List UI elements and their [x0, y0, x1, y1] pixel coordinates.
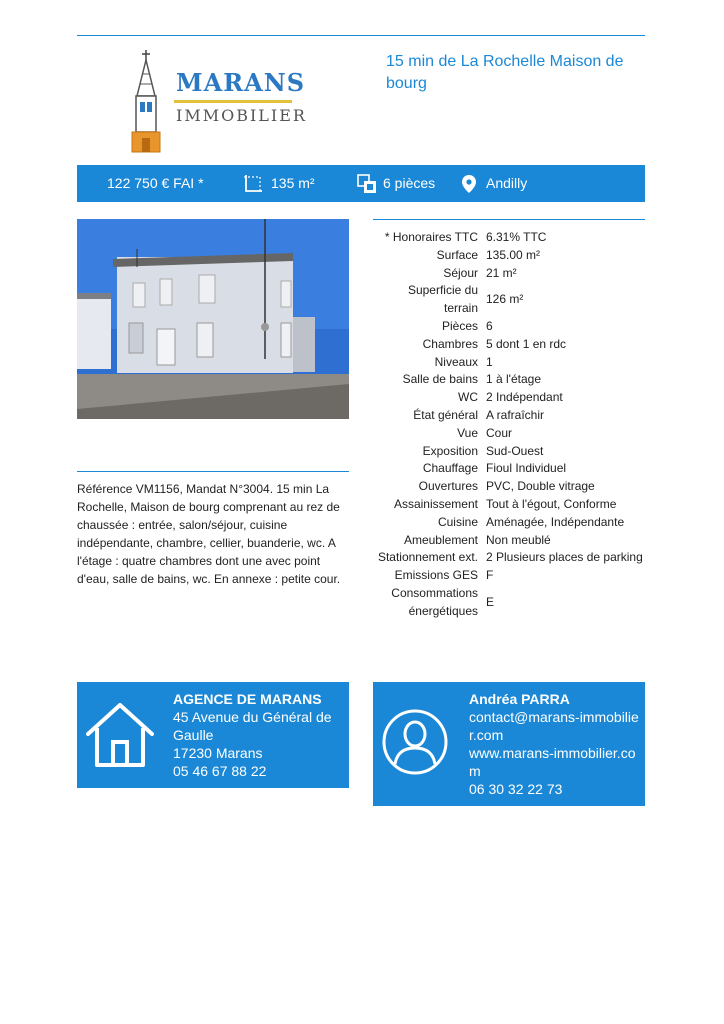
property-value: 21 m² — [486, 265, 517, 280]
location: Andilly — [486, 175, 528, 191]
property-row — [373, 265, 645, 283]
property-value: 2 Indépendant — [486, 390, 563, 405]
property-photo — [77, 219, 349, 419]
property-value: Non meublé — [486, 532, 551, 547]
user-icon — [381, 708, 449, 776]
summary-bar — [77, 165, 645, 202]
header-divider — [77, 35, 645, 36]
property-row — [373, 478, 645, 496]
property-label: État général — [413, 407, 478, 422]
property-row — [373, 585, 645, 621]
logo-subtitle: IMMOBILIER — [176, 106, 307, 125]
property-value: 6 — [486, 318, 493, 333]
house-icon — [85, 702, 155, 768]
agency-name: AGENCE DE MARANS — [173, 691, 322, 707]
property-row — [373, 336, 645, 354]
property-row — [373, 549, 645, 567]
agency-address: 45 Avenue du Général de Gaulle — [173, 709, 332, 743]
logo-underline — [174, 100, 292, 103]
property-label: Stationnement ext. — [377, 550, 478, 565]
property-row — [373, 282, 645, 318]
property-value: 5 dont 1 en rdc — [486, 336, 567, 351]
property-label: Superficie du terrain — [407, 283, 478, 316]
property-label: Consommations énergétiques — [391, 585, 478, 618]
location-pin-icon — [461, 174, 477, 194]
agency-card — [77, 682, 349, 788]
property-label: Chauffage — [422, 461, 478, 476]
property-value: Cour — [486, 425, 513, 440]
property-value: A rafraîchir — [486, 407, 545, 422]
listing-description: Référence VM1156, Mandat N°3004. 15 min La Rochelle, Maison de bourg comprenant au rez de chaussée : entrée, salon/séjour, cuisine indépendante, chambre, cellier, buanderie, wc. A l'étage : quatre chambres dont une avec point d'eau, salle de bains, wc. En annexe : petite cour. — [77, 482, 341, 586]
property-row — [373, 371, 645, 389]
rooms-icon — [357, 174, 377, 194]
property-value: 2 Plusieurs places de parking — [486, 550, 643, 565]
property-value: Aménagée, Indépendante — [486, 514, 625, 529]
property-label: Chambres — [422, 336, 478, 351]
property-value: 6.31% TTC — [486, 230, 547, 244]
property-row — [373, 567, 645, 585]
surface: 135 m² — [271, 175, 315, 191]
agency-logo — [128, 48, 307, 158]
property-label: Ameublement — [403, 532, 478, 547]
property-row — [373, 247, 645, 265]
agent-card — [373, 682, 645, 806]
property-row — [373, 460, 645, 478]
property-value: 1 — [486, 354, 493, 369]
agent-website[interactable]: www.marans-immobilier.com — [469, 745, 636, 779]
property-label: * Honoraires TTC — [384, 230, 478, 244]
property-row — [373, 496, 645, 514]
property-row — [373, 443, 645, 461]
property-row — [373, 425, 645, 443]
property-label: Séjour — [443, 265, 478, 280]
property-value: Fioul Individuel — [486, 461, 567, 476]
property-row — [373, 389, 645, 407]
property-label: Vue — [457, 425, 478, 440]
listing-title: 15 min de La Rochelle Maison de bourg — [386, 53, 624, 92]
property-label: WC — [458, 390, 478, 405]
property-value: Sud-Ouest — [486, 443, 544, 458]
price: 122 750 € FAI * — [107, 175, 204, 191]
property-value: 126 m² — [486, 292, 524, 307]
agency-phone[interactable]: 05 46 67 88 22 — [173, 763, 267, 779]
property-label: Salle de bains — [402, 372, 478, 387]
property-value: 1 à l'étage — [486, 372, 542, 387]
property-label: Exposition — [422, 443, 478, 458]
properties-table — [373, 229, 645, 621]
property-row — [373, 514, 645, 532]
property-value: F — [486, 568, 494, 583]
property-row — [373, 354, 645, 372]
property-label: Emissions GES — [394, 568, 478, 583]
property-label: Pièces — [441, 318, 478, 333]
church-tower-icon — [128, 48, 174, 156]
description-divider — [77, 471, 349, 472]
logo-title: MARANS — [176, 68, 306, 97]
property-label: Surface — [436, 247, 478, 262]
property-label: Cuisine — [437, 514, 478, 529]
property-row — [373, 229, 645, 247]
property-value: Tout à l'égout, Conforme — [486, 496, 617, 511]
property-value: PVC, Double vitrage — [486, 479, 595, 494]
surface-icon — [243, 174, 263, 194]
properties-divider — [373, 219, 645, 220]
property-value: E — [486, 594, 495, 609]
property-label: Assainissement — [393, 496, 478, 511]
property-label: Niveaux — [434, 354, 478, 369]
property-value: 135.00 m² — [486, 247, 541, 262]
property-row — [373, 532, 645, 550]
agent-phone[interactable]: 06 30 32 22 73 — [469, 781, 563, 797]
rooms: 6 pièces — [383, 175, 436, 191]
property-row — [373, 318, 645, 336]
property-row — [373, 407, 645, 425]
agent-name: Andréa PARRA — [469, 691, 570, 707]
agency-city: 17230 Marans — [173, 745, 263, 761]
property-label: Ouvertures — [418, 479, 478, 494]
agent-email[interactable]: contact@marans-immobilier.com — [469, 709, 639, 743]
